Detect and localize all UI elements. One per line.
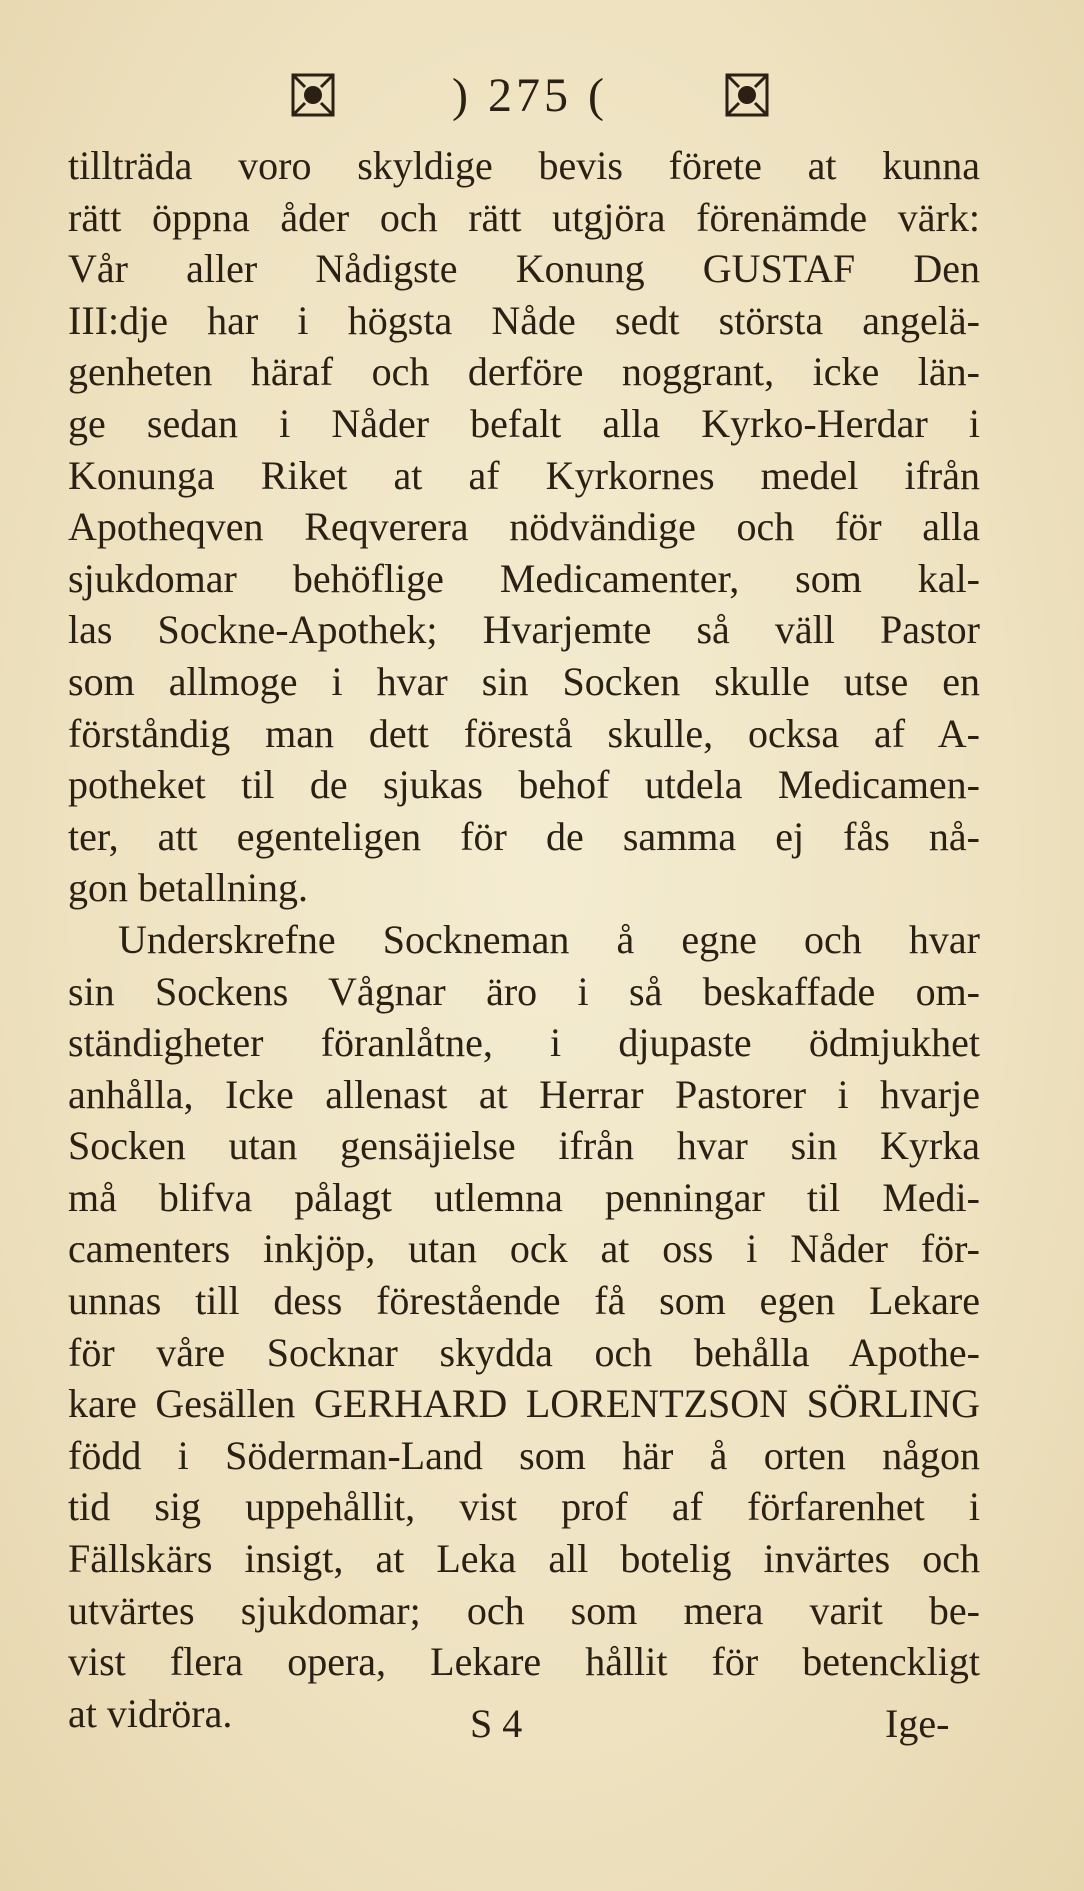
text-line: Underskrefne Sockneman å egne och hvar — [118, 916, 980, 962]
text-line: må blifva pålagt utlemna penningar til Medi- — [68, 1174, 980, 1220]
text-body — [68, 140, 980, 1739]
text-line: tid sig uppehållit, vist prof af förfarenhet i — [68, 1484, 980, 1530]
text-line: unnas till dess förestående få som egen Lekare — [68, 1278, 980, 1324]
text-line: gon betallning. — [68, 865, 308, 911]
page-number: ) 275 ( — [452, 68, 608, 122]
text-line: Apotheqven Reqverera nödvändige och för alla — [68, 504, 980, 550]
text-line: född i Söderman-Land som här å orten någon — [68, 1432, 980, 1478]
text-line: ge sedan i Nåder befalt alla Kyrko-Herdar i — [68, 400, 980, 446]
text-line: som allmoge i hvar sin Socken skulle utse en — [68, 658, 980, 704]
text-line: anhålla, Icke allenast at Herrar Pastorer i hvarje — [68, 1071, 980, 1117]
text-line: för våre Socknar skydda och behålla Apothe- — [68, 1329, 980, 1375]
page-header — [290, 60, 770, 130]
text-line: sin Sockens Vågnar äro i så beskaffade om- — [68, 968, 980, 1014]
text-line: Konunga Riket at af Kyrkornes medel ifrån — [68, 452, 980, 498]
text-line: vist flera opera, Lekare hållit för betenckligt — [68, 1639, 980, 1685]
text-line: camenters inkjöp, utan ock at oss i Nåder för- — [68, 1226, 980, 1272]
ornament-right-icon — [724, 72, 770, 118]
page-footer — [0, 1700, 1084, 1760]
text-line: III:dje har i högsta Nåde sedt största angelä- — [68, 297, 980, 343]
signature-mark: S 4 — [470, 1701, 523, 1746]
text-line: ständigheter föranlåtne, i djupaste ödmjukhet — [68, 1020, 980, 1066]
text-line: utvärtes sjukdomar; och som mera varit be- — [68, 1587, 980, 1633]
text-line: sjukdomar behöflige Medicamenter, som kal- — [68, 555, 980, 601]
text-line: las Sockne-Apothek; Hvarjemte så väll Pastor — [68, 607, 980, 653]
text-line: förståndig man dett förestå skulle, ocksa af A- — [68, 710, 980, 756]
text-line: Socken utan gensäjielse ifrån hvar sin Kyrka — [68, 1123, 980, 1169]
ornament-left-icon — [290, 72, 336, 118]
text-line: potheket til de sjukas behof utdela Medicamen- — [68, 762, 980, 808]
text-line: Fällskärs insigt, at Leka all botelig invärtes och — [68, 1536, 980, 1582]
text-line: rätt öppna åder och rätt utgjöra förenämde värk: — [68, 194, 980, 240]
text-line: genheten häraf och derföre noggrant, icke län- — [68, 349, 980, 395]
text-line: kare Gesällen GERHARD LORENTZSON SÖRLING — [68, 1381, 980, 1427]
text-line: at vidröra. — [68, 1690, 233, 1736]
catchword: Ige- — [885, 1701, 950, 1746]
text-line: tillträda voro skyldige bevis förete at kunna — [68, 143, 980, 188]
text-line: ter, att egenteligen för de samma ej fås nå- — [68, 813, 980, 859]
text-line: Vår aller Nådigste Konung GUSTAF Den — [68, 246, 980, 292]
